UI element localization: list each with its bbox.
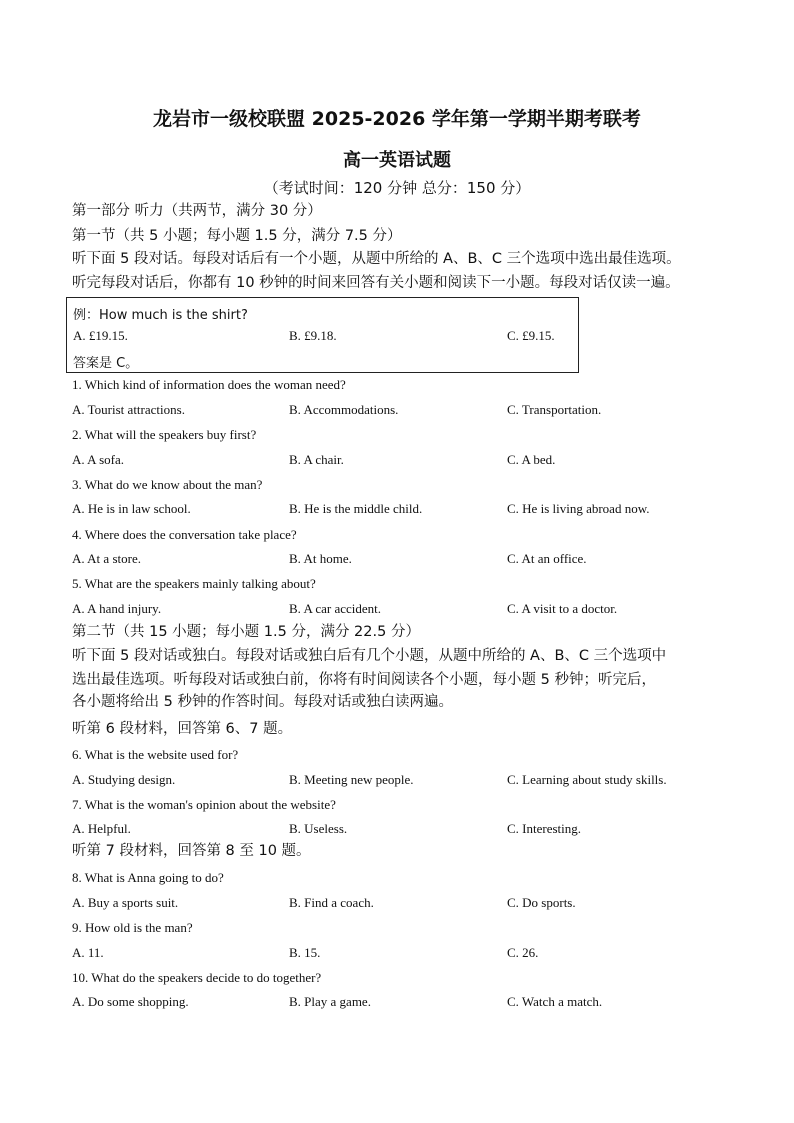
q8-option-a: A. Buy a sports suit. [72, 895, 179, 910]
material-7-heading: 听第 7 段材料，回答第 8 至 10 题。 [72, 843, 311, 859]
part1-heading: 第一部分 听力（共两节，满分 30 分） [72, 203, 322, 219]
q6-option-a: A. Studying design. [72, 772, 176, 787]
q3-option-b: B. He is the middle child. [289, 501, 423, 516]
section2-instruction-2: 选出最佳选项。听每段对话或独白前，你将有时间阅读各个小题，每小题 5 秒钟；听完后， [72, 672, 656, 688]
q1-option-c: C. Transportation. [507, 402, 602, 417]
q5-option-c: C. A visit to a doctor. [507, 601, 618, 616]
q5-option-a: A. A hand injury. [72, 601, 162, 616]
q5-option-b: B. A car accident. [289, 601, 382, 616]
example-option-c: C. £9.15. [507, 328, 555, 343]
q7-option-b: B. Useless. [289, 821, 348, 836]
question-2: 2. What will the speakers buy first? [72, 427, 257, 442]
q9-option-a: A. 11. [72, 945, 104, 960]
section1-instruction-1: 听下面 5 段对话。每段对话后有一个小题，从题中所给的 A、B、C 三个选项中选出最佳选项。 [72, 251, 681, 267]
q10-option-c: C. Watch a match. [507, 994, 603, 1009]
q10-option-a: A. Do some shopping. [72, 994, 189, 1009]
q7-option-a: A. Helpful. [72, 821, 131, 836]
q1-option-a: A. Tourist attractions. [72, 402, 185, 417]
q10-option-b: B. Play a game. [289, 994, 371, 1009]
section1-heading: 第一节（共 5 小题；每小题 1.5 分，满分 7.5 分） [72, 228, 402, 244]
question-4: 4. Where does the conversation take place? [72, 527, 297, 542]
question-5: 5. What are the speakers mainly talking about? [72, 576, 316, 591]
q4-option-b: B. At home. [289, 551, 352, 566]
question-9: 9. How old is the man? [72, 920, 193, 935]
question-7: 7. What is the woman's opinion about the website? [72, 797, 336, 812]
question-10: 10. What do the speakers decide to do together? [72, 970, 322, 985]
q9-option-b: B. 15. [289, 945, 321, 960]
question-8: 8. What is Anna going to do? [72, 870, 224, 885]
section1-instruction-2: 听完每段对话后，你都有 10 秒钟的时间来回答有关小题和阅读下一小题。每段对话仅读一遍。 [72, 275, 680, 291]
example-option-b: B. £9.18. [289, 328, 337, 343]
q2-option-a: A. A sofa. [72, 452, 124, 467]
q2-option-b: B. A chair. [289, 452, 344, 467]
q7-option-c: C. Interesting. [507, 821, 582, 836]
q6-option-b: B. Meeting new people. [289, 772, 414, 787]
q9-option-c: C. 26. [507, 945, 539, 960]
q2-option-c: C. A bed. [507, 452, 556, 467]
example-answer: 答案是 C。 [73, 356, 139, 371]
material-6-heading: 听第 6 段材料，回答第 6、7 题。 [72, 721, 293, 737]
section2-instruction-3: 各小题将给出 5 秒钟的作答时间。每段对话或独白读两遍。 [72, 694, 453, 710]
q3-option-a: A. He is in law school. [72, 501, 191, 516]
q8-option-c: C. Do sports. [507, 895, 576, 910]
example-question: 例：How much is the shirt? [73, 308, 248, 323]
question-3: 3. What do we know about the man? [72, 477, 263, 492]
q8-option-b: B. Find a coach. [289, 895, 374, 910]
q4-option-c: C. At an office. [507, 551, 587, 566]
example-option-a: A. £19.15. [73, 328, 128, 343]
q6-option-c: C. Learning about study skills. [507, 772, 667, 787]
question-6: 6. What is the website used for? [72, 747, 239, 762]
exam-subtitle: 高一英语试题 [343, 150, 451, 171]
q1-option-b: B. Accommodations. [289, 402, 399, 417]
section2-instruction-1: 听下面 5 段对话或独白。每段对话或独白后有几个小题，从题中所给的 A、B、C 三个选项中 [72, 648, 667, 664]
section2-heading: 第二节（共 15 小题；每小题 1.5 分，满分 22.5 分） [72, 624, 420, 640]
exam-title: 龙岩市一级校联盟 2025-2026 学年第一学期半期考联考 [153, 108, 641, 130]
q4-option-a: A. At a store. [72, 551, 141, 566]
question-1: 1. Which kind of information does the woman need? [72, 377, 346, 392]
exam-info: （考试时间：120 分钟 总分：150 分） [263, 179, 531, 197]
q3-option-c: C. He is living abroad now. [507, 501, 650, 516]
